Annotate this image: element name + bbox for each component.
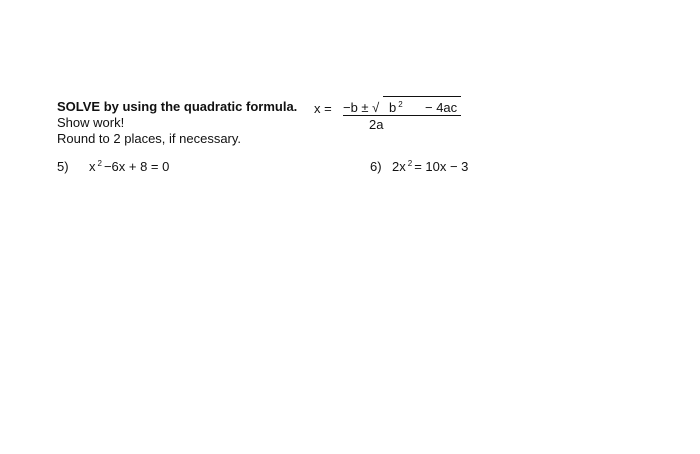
instructions-rounding: Round to 2 places, if necessary. (57, 131, 242, 146)
formula-radicand-b2 (389, 100, 403, 115)
formula-numerator (343, 98, 461, 116)
problem-expression-rest: −6x + 8 = 0 (103, 159, 170, 174)
instructions-show-work: Show work! (57, 115, 125, 130)
formula-lhs: x = (314, 101, 332, 116)
instructions (57, 99, 297, 147)
problem-expression-exponent: 2 (97, 159, 102, 168)
problem-6 (370, 159, 468, 174)
formula-fraction (343, 98, 461, 132)
problem-expression-exponent: 2 (407, 159, 413, 168)
formula-numerator-prefix: −b ± √ (343, 100, 380, 115)
formula-radicand-exponent: 2 (398, 100, 403, 109)
problem-expression-rest: = 10x − 3 (414, 159, 469, 174)
problem-expression-base: 2x (392, 159, 406, 174)
formula-radicand-4ac: − 4ac (425, 100, 458, 115)
problem-number: 5) (57, 159, 69, 174)
instructions-heading: SOLVE by using the quadratic formula. (57, 99, 298, 114)
formula-denominator: 2a (369, 117, 384, 132)
formula-radicand (383, 96, 461, 115)
problem-number: 6) (370, 159, 382, 174)
problem-5 (57, 159, 169, 174)
formula-radicand-b: b (389, 100, 397, 115)
problem-expression-base: x (89, 159, 96, 174)
